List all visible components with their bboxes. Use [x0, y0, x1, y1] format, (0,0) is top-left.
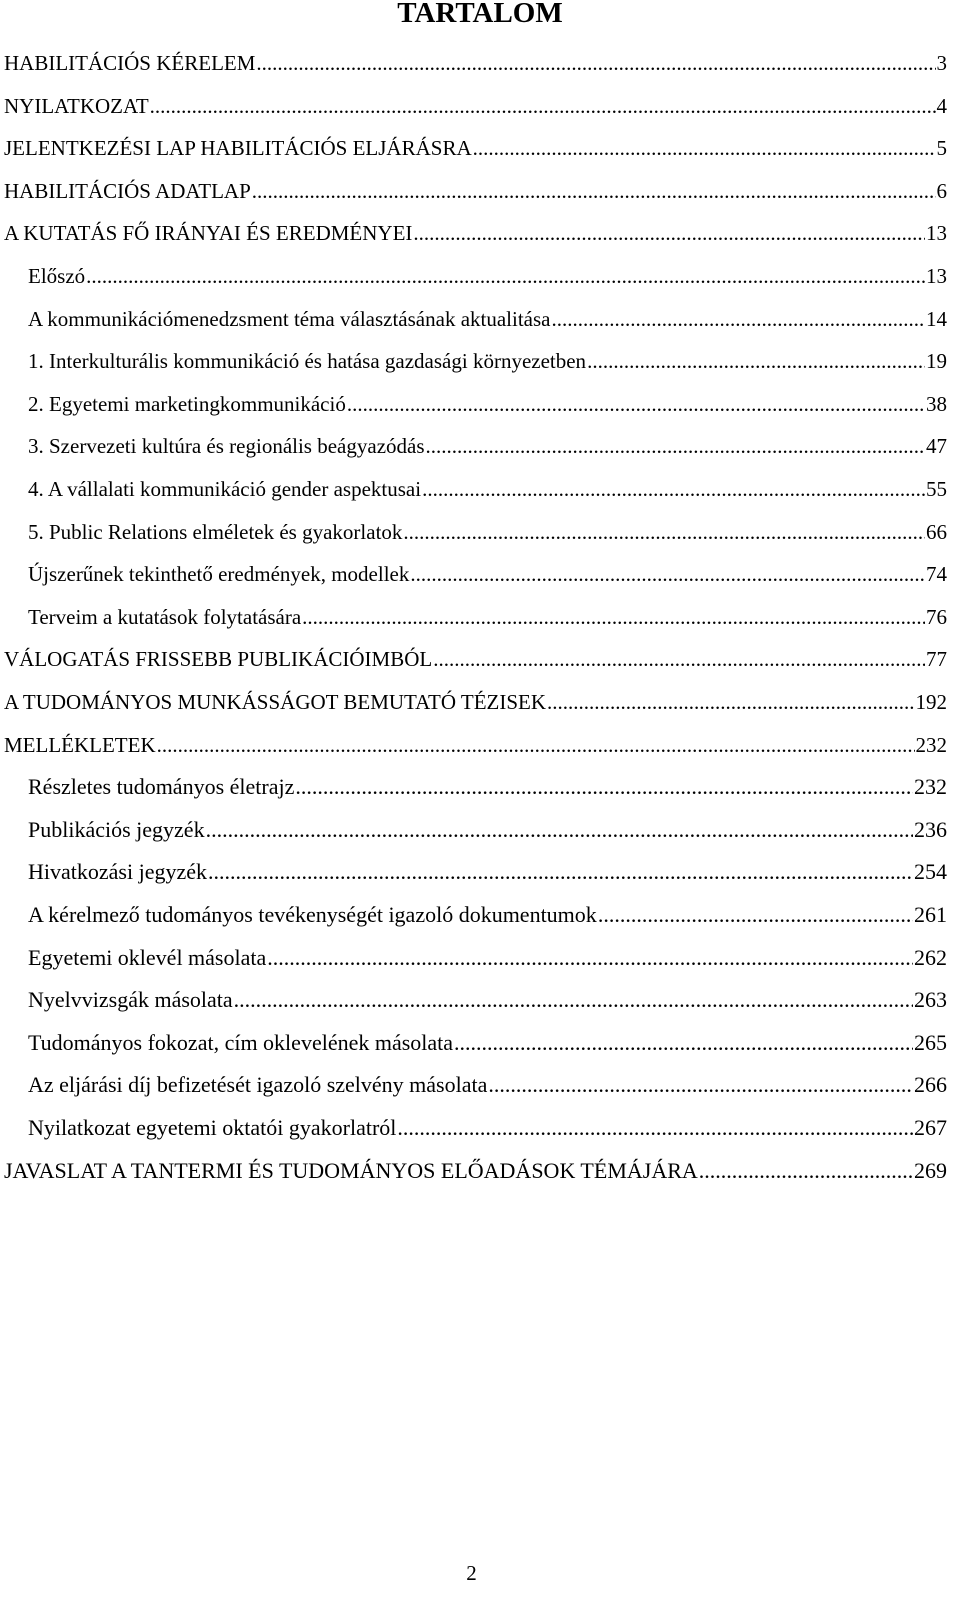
- toc-entry-page: 3: [936, 51, 947, 75]
- toc-leader-dots: [454, 1023, 913, 1063]
- toc-entry-page: 6: [936, 178, 947, 203]
- toc-entry-page: 13: [926, 264, 947, 288]
- toc-entry-label: Tudományos fokozat, cím oklevelének másolata: [28, 1029, 454, 1055]
- toc-entry[interactable]: [28, 895, 947, 935]
- toc-entry-label: A kérelmező tudományos tevékenységét igazoló dokumentumok: [28, 902, 597, 927]
- toc-entry-label: Egyetemi oklevél másolata: [28, 944, 267, 970]
- toc-entry-label: Terveim a kutatások folytatására: [28, 604, 302, 629]
- toc-leader-dots: [397, 1108, 913, 1148]
- toc-entry-label: 3. Szervezeti kultúra és regionális beágyazódás: [28, 434, 425, 459]
- page-number: 2: [466, 1561, 477, 1585]
- toc-entry-label: 4. A vállalati kommunikáció gender aspektusai: [28, 477, 422, 501]
- toc-entry[interactable]: [28, 938, 947, 978]
- toc-entry[interactable]: [28, 512, 947, 552]
- toc-entry-label: 2. Egyetemi marketingkommunikáció: [28, 391, 346, 416]
- toc-leader-dots: [433, 639, 925, 679]
- toc-entry-page: 4: [936, 93, 947, 118]
- toc-entry-label: Az eljárási díj befizetését igazoló szelvény másolata: [28, 1072, 488, 1098]
- toc-leader-dots: [347, 384, 925, 424]
- toc-leader-dots: [598, 895, 913, 935]
- toc-leader-dots: [699, 1151, 913, 1191]
- toc-leader-dots: [473, 128, 936, 168]
- toc-entry-label: MELLÉKLETEK: [4, 732, 156, 757]
- toc-entry[interactable]: [4, 725, 947, 765]
- toc-entry-label: NYILATKOZAT: [4, 93, 149, 118]
- toc-entry-page: 14: [926, 306, 947, 331]
- toc-entry-page: 261: [914, 902, 947, 927]
- toc-entry[interactable]: [28, 980, 947, 1020]
- toc-leader-dots: [267, 938, 913, 978]
- toc-leader-dots: [410, 554, 925, 594]
- toc-entry-label: 5. Public Relations elméletek és gyakorlatok: [28, 519, 403, 544]
- toc-entry-page: 263: [914, 987, 947, 1013]
- toc-entry[interactable]: [28, 1108, 947, 1148]
- toc-leader-dots: [206, 810, 913, 850]
- toc-entry-label: HABILITÁCIÓS KÉRELEM: [4, 51, 256, 75]
- toc-entry-label: VÁLOGATÁS FRISSEBB PUBLIKÁCIÓIMBÓL: [4, 647, 433, 672]
- toc-leader-dots: [552, 299, 926, 339]
- toc-entry-label: Nyilatkozat egyetemi oktatói gyakorlatról: [28, 1115, 397, 1140]
- toc-leader-dots: [256, 43, 935, 83]
- toc-entry-page: 236: [914, 816, 947, 842]
- toc-entry-page: 262: [914, 944, 947, 970]
- toc-entry-page: 232: [915, 732, 947, 757]
- toc-leader-dots: [587, 341, 925, 381]
- toc-entry-page: 38: [926, 391, 947, 416]
- toc-entry-label: Nyelvvizsgák másolata: [28, 987, 233, 1013]
- toc-entry-label: A KUTATÁS FŐ IRÁNYAI ÉS EREDMÉNYEI: [4, 221, 413, 246]
- toc-entry[interactable]: [4, 213, 947, 253]
- toc-entry[interactable]: [28, 469, 947, 509]
- toc-entry-page: 254: [914, 859, 947, 885]
- toc-entry[interactable]: [4, 1151, 947, 1191]
- toc-entry[interactable]: [28, 810, 947, 850]
- toc-leader-dots: [234, 980, 913, 1020]
- toc-entry-page: 66: [926, 519, 947, 544]
- toc-entry[interactable]: [28, 256, 947, 296]
- toc-entry-page: 55: [926, 477, 947, 501]
- toc-entry[interactable]: [28, 554, 947, 594]
- toc-entry-page: 19: [926, 349, 947, 374]
- toc-entry-label: JAVASLAT A TANTERMI ÉS TUDOMÁNYOS ELŐADÁSOK TÉMÁJÁRA: [4, 1157, 698, 1183]
- toc-leader-dots: [547, 682, 914, 722]
- toc-entry-page: 232: [914, 774, 947, 800]
- toc-entry-page: 47: [926, 434, 947, 459]
- toc-entry[interactable]: [4, 86, 947, 126]
- toc-entry[interactable]: [4, 43, 947, 83]
- toc-entry[interactable]: [28, 597, 947, 637]
- toc-entry-label: A TUDOMÁNYOS MUNKÁSSÁGOT BEMUTATÓ TÉZISEK: [4, 690, 547, 714]
- toc-entry-page: 5: [936, 136, 947, 161]
- toc-entry-page: 269: [914, 1157, 947, 1183]
- toc-entry[interactable]: [28, 299, 947, 339]
- toc-entry[interactable]: [28, 1023, 947, 1063]
- toc-leader-dots: [208, 852, 913, 892]
- toc-entry[interactable]: [28, 852, 947, 892]
- toc-entry-page: 265: [914, 1029, 947, 1055]
- toc-entry-page: 192: [915, 690, 947, 714]
- toc-leader-dots: [426, 426, 925, 466]
- toc-entry[interactable]: [28, 384, 947, 424]
- toc-entry[interactable]: [4, 128, 947, 168]
- toc-entry[interactable]: [28, 1065, 947, 1105]
- toc-entry-label: Újszerűnek tekinthető eredmények, modellek: [28, 562, 410, 587]
- page-title: TARTALOM: [397, 0, 563, 29]
- toc-entry[interactable]: [4, 171, 947, 211]
- toc-entry-label: 1. Interkulturális kommunikáció és hatása gazdasági környezetben: [28, 349, 587, 374]
- toc-leader-dots: [295, 767, 913, 807]
- toc-leader-dots: [86, 256, 925, 296]
- toc-entry-label: Hivatkozási jegyzék: [28, 859, 207, 885]
- toc-entry-page: 77: [926, 647, 947, 672]
- toc-entry-label: Részletes tudományos életrajz: [28, 774, 295, 800]
- toc-entry-label: Előszó: [28, 264, 86, 288]
- toc-leader-dots: [422, 469, 925, 509]
- toc-leader-dots: [488, 1065, 913, 1105]
- toc-entry[interactable]: [28, 341, 947, 381]
- toc-entry-page: 74: [926, 562, 947, 587]
- toc-entry-label: Publikációs jegyzék: [28, 816, 205, 842]
- toc-entry-page: 266: [914, 1072, 947, 1098]
- toc-entry[interactable]: [28, 426, 947, 466]
- toc-entry-page: 267: [914, 1115, 947, 1140]
- toc-leader-dots: [150, 86, 936, 126]
- toc-leader-dots: [413, 213, 925, 253]
- toc-leader-dots: [403, 512, 925, 552]
- toc-entry[interactable]: [4, 682, 947, 722]
- toc-leader-dots: [252, 171, 936, 211]
- toc-entry-page: 76: [926, 604, 947, 629]
- toc-entry-label: JELENTKEZÉSI LAP HABILITÁCIÓS ELJÁRÁSRA: [4, 136, 472, 161]
- toc-entry-label: HABILITÁCIÓS ADATLAP: [4, 178, 251, 203]
- toc-entry[interactable]: [28, 767, 947, 807]
- toc-leader-dots: [302, 597, 925, 637]
- toc-leader-dots: [157, 725, 915, 765]
- toc-entry-label: A kommunikációmenedzsment téma választásának aktualitása: [28, 306, 551, 331]
- toc-entry[interactable]: [4, 639, 947, 679]
- toc-entry-page: 13: [926, 221, 947, 246]
